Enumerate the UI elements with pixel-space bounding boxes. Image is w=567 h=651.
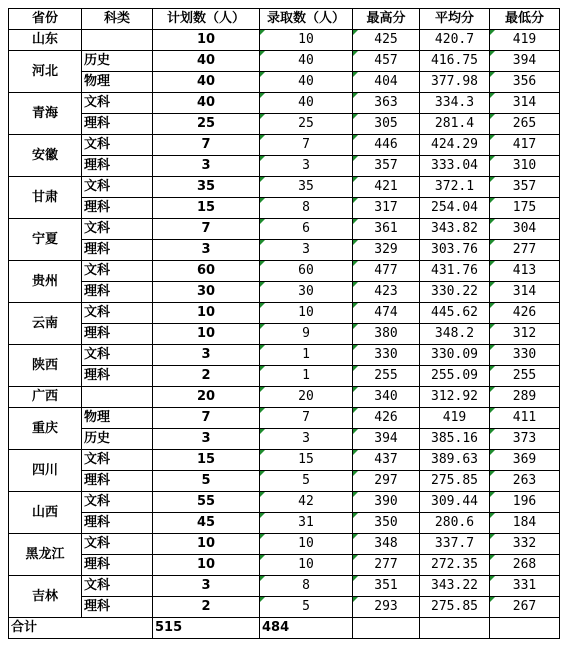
avg-score-cell: 255.09 [420,366,490,387]
admitted-count-cell: 60 [260,261,353,282]
subject-cell: 文科 [82,576,153,597]
table-row [9,72,560,93]
min-score-cell: 289 [490,387,560,408]
min-score-cell: 263 [490,471,560,492]
subject-cell: 文科 [82,93,153,114]
max-score-cell: 330 [353,345,420,366]
min-score-cell: 413 [490,261,560,282]
table-row [9,492,560,513]
max-score-cell: 425 [353,30,420,51]
avg-score-cell: 309.44 [420,492,490,513]
min-score-cell: 357 [490,177,560,198]
min-score-cell: 175 [490,198,560,219]
total-admitted: 484 [260,618,353,639]
avg-score-cell: 445.62 [420,303,490,324]
plan-count-cell: 10 [153,534,260,555]
admitted-count-cell: 10 [260,303,353,324]
max-score-cell: 457 [353,51,420,72]
plan-count-cell: 7 [153,135,260,156]
admitted-count-cell: 31 [260,513,353,534]
province-cell: 黑龙江 [9,534,82,576]
table-row [9,114,560,135]
table-row [9,387,560,408]
max-score-cell: 348 [353,534,420,555]
table-row [9,576,560,597]
table-row [9,156,560,177]
table-body [9,9,560,639]
avg-score-cell: 254.04 [420,198,490,219]
min-score-cell: 411 [490,408,560,429]
max-score-cell: 361 [353,219,420,240]
admitted-count-cell: 10 [260,30,353,51]
plan-count-cell: 40 [153,51,260,72]
admitted-count-cell: 1 [260,366,353,387]
min-score-cell: 373 [490,429,560,450]
total-row [9,618,560,639]
subject-cell: 文科 [82,135,153,156]
subject-cell: 文科 [82,177,153,198]
subject-cell: 理科 [82,555,153,576]
province-cell: 吉林 [9,576,82,618]
min-score-cell: 394 [490,51,560,72]
plan-count-cell: 40 [153,93,260,114]
min-score-cell: 184 [490,513,560,534]
avg-score-cell: 303.76 [420,240,490,261]
avg-score-cell: 420.7 [420,30,490,51]
table-row [9,597,560,618]
subject-cell [82,30,153,51]
admitted-count-cell: 9 [260,324,353,345]
plan-count-cell: 3 [153,345,260,366]
max-score-cell: 350 [353,513,420,534]
admission-score-table [8,8,560,639]
max-score-cell: 404 [353,72,420,93]
province-cell: 广西 [9,387,82,408]
admitted-count-cell: 5 [260,471,353,492]
admitted-count-cell: 40 [260,51,353,72]
avg-score-cell: 333.04 [420,156,490,177]
min-score-cell: 267 [490,597,560,618]
admitted-count-cell: 7 [260,408,353,429]
max-score-cell: 317 [353,198,420,219]
table-row [9,303,560,324]
total-label: 合计 [9,618,153,639]
plan-count-cell: 10 [153,30,260,51]
header-admitted: 录取数（人） [260,9,353,30]
min-score-cell: 426 [490,303,560,324]
avg-score-cell: 330.22 [420,282,490,303]
subject-cell: 理科 [82,156,153,177]
plan-count-cell: 40 [153,72,260,93]
avg-score-cell: 419 [420,408,490,429]
min-score-cell: 356 [490,72,560,93]
min-score-cell: 369 [490,450,560,471]
table-row [9,198,560,219]
subject-cell: 历史 [82,429,153,450]
max-score-cell: 437 [353,450,420,471]
admitted-count-cell: 42 [260,492,353,513]
header-subject: 科类 [82,9,153,30]
min-score-cell: 417 [490,135,560,156]
subject-cell: 理科 [82,471,153,492]
plan-count-cell: 10 [153,303,260,324]
subject-cell: 理科 [82,282,153,303]
admitted-count-cell: 15 [260,450,353,471]
province-cell: 重庆 [9,408,82,450]
subject-cell: 理科 [82,240,153,261]
province-cell: 山东 [9,30,82,51]
max-score-cell: 297 [353,471,420,492]
avg-score-cell: 272.35 [420,555,490,576]
avg-score-cell: 377.98 [420,72,490,93]
subject-cell: 文科 [82,219,153,240]
max-score-cell: 329 [353,240,420,261]
min-score-cell: 330 [490,345,560,366]
min-score-cell: 419 [490,30,560,51]
plan-count-cell: 35 [153,177,260,198]
avg-score-cell: 424.29 [420,135,490,156]
table-row [9,93,560,114]
plan-count-cell: 3 [153,429,260,450]
province-cell: 四川 [9,450,82,492]
admitted-count-cell: 30 [260,282,353,303]
min-score-cell: 314 [490,93,560,114]
header-row [9,9,560,30]
avg-score-cell: 416.75 [420,51,490,72]
max-score-cell: 363 [353,93,420,114]
table-row [9,366,560,387]
table-row [9,177,560,198]
avg-score-cell: 334.3 [420,93,490,114]
admitted-count-cell: 5 [260,597,353,618]
max-score-cell: 357 [353,156,420,177]
subject-cell: 理科 [82,597,153,618]
admitted-count-cell: 7 [260,135,353,156]
table-row [9,30,560,51]
subject-cell: 文科 [82,492,153,513]
max-score-cell: 255 [353,366,420,387]
avg-score-cell: 389.63 [420,450,490,471]
plan-count-cell: 20 [153,387,260,408]
table-row [9,471,560,492]
admitted-count-cell: 35 [260,177,353,198]
subject-cell: 理科 [82,513,153,534]
min-score-cell: 312 [490,324,560,345]
table-row [9,282,560,303]
avg-score-cell: 343.82 [420,219,490,240]
province-cell: 安徽 [9,135,82,177]
province-cell: 宁夏 [9,219,82,261]
max-score-cell: 446 [353,135,420,156]
subject-cell: 文科 [82,534,153,555]
province-cell: 河北 [9,51,82,93]
total-empty-max [353,618,420,639]
subject-cell: 历史 [82,51,153,72]
province-cell: 云南 [9,303,82,345]
subject-cell: 文科 [82,303,153,324]
min-score-cell: 331 [490,576,560,597]
header-plan: 计划数（人） [153,9,260,30]
province-cell: 青海 [9,93,82,135]
table-row [9,135,560,156]
plan-count-cell: 3 [153,240,260,261]
province-cell: 甘肃 [9,177,82,219]
province-cell: 陕西 [9,345,82,387]
table-row [9,534,560,555]
header-max-score: 最高分 [353,9,420,30]
avg-score-cell: 275.85 [420,597,490,618]
max-score-cell: 421 [353,177,420,198]
plan-count-cell: 45 [153,513,260,534]
province-cell: 山西 [9,492,82,534]
admitted-count-cell: 3 [260,429,353,450]
min-score-cell: 277 [490,240,560,261]
max-score-cell: 340 [353,387,420,408]
subject-cell: 理科 [82,324,153,345]
plan-count-cell: 3 [153,156,260,177]
plan-count-cell: 15 [153,198,260,219]
admitted-count-cell: 1 [260,345,353,366]
table-row [9,240,560,261]
admitted-count-cell: 3 [260,156,353,177]
min-score-cell: 255 [490,366,560,387]
plan-count-cell: 15 [153,450,260,471]
subject-cell [82,387,153,408]
header-min-score: 最低分 [490,9,560,30]
min-score-cell: 332 [490,534,560,555]
plan-count-cell: 10 [153,555,260,576]
plan-count-cell: 5 [153,471,260,492]
max-score-cell: 351 [353,576,420,597]
avg-score-cell: 431.76 [420,261,490,282]
subject-cell: 文科 [82,261,153,282]
max-score-cell: 394 [353,429,420,450]
table-row [9,345,560,366]
max-score-cell: 277 [353,555,420,576]
max-score-cell: 293 [353,597,420,618]
header-province: 省份 [9,9,82,30]
avg-score-cell: 330.09 [420,345,490,366]
subject-cell: 物理 [82,72,153,93]
admitted-count-cell: 40 [260,93,353,114]
avg-score-cell: 385.16 [420,429,490,450]
admitted-count-cell: 25 [260,114,353,135]
plan-count-cell: 30 [153,282,260,303]
table-row [9,450,560,471]
province-cell: 贵州 [9,261,82,303]
subject-cell: 理科 [82,366,153,387]
max-score-cell: 390 [353,492,420,513]
avg-score-cell: 372.1 [420,177,490,198]
plan-count-cell: 2 [153,366,260,387]
table-row [9,429,560,450]
admitted-count-cell: 20 [260,387,353,408]
subject-cell: 理科 [82,114,153,135]
admitted-count-cell: 6 [260,219,353,240]
table-row [9,219,560,240]
subject-cell: 文科 [82,450,153,471]
avg-score-cell: 312.92 [420,387,490,408]
plan-count-cell: 3 [153,576,260,597]
table-row [9,51,560,72]
table-row [9,408,560,429]
min-score-cell: 310 [490,156,560,177]
subject-cell: 理科 [82,198,153,219]
admitted-count-cell: 10 [260,534,353,555]
plan-count-cell: 25 [153,114,260,135]
min-score-cell: 196 [490,492,560,513]
admitted-count-cell: 3 [260,240,353,261]
admitted-count-cell: 8 [260,576,353,597]
avg-score-cell: 337.7 [420,534,490,555]
plan-count-cell: 60 [153,261,260,282]
avg-score-cell: 280.6 [420,513,490,534]
max-score-cell: 305 [353,114,420,135]
total-plan: 515 [153,618,260,639]
max-score-cell: 474 [353,303,420,324]
subject-cell: 文科 [82,345,153,366]
avg-score-cell: 275.85 [420,471,490,492]
table-row [9,324,560,345]
avg-score-cell: 343.22 [420,576,490,597]
plan-count-cell: 7 [153,219,260,240]
table-row [9,261,560,282]
avg-score-cell: 348.2 [420,324,490,345]
min-score-cell: 265 [490,114,560,135]
avg-score-cell: 281.4 [420,114,490,135]
plan-count-cell: 2 [153,597,260,618]
min-score-cell: 314 [490,282,560,303]
plan-count-cell: 7 [153,408,260,429]
admitted-count-cell: 40 [260,72,353,93]
max-score-cell: 423 [353,282,420,303]
admitted-count-cell: 8 [260,198,353,219]
max-score-cell: 380 [353,324,420,345]
max-score-cell: 426 [353,408,420,429]
max-score-cell: 477 [353,261,420,282]
subject-cell: 物理 [82,408,153,429]
table-row [9,513,560,534]
total-empty-avg [420,618,490,639]
min-score-cell: 304 [490,219,560,240]
admitted-count-cell: 10 [260,555,353,576]
header-avg-score: 平均分 [420,9,490,30]
table-row [9,555,560,576]
min-score-cell: 268 [490,555,560,576]
plan-count-cell: 55 [153,492,260,513]
total-empty-min [490,618,560,639]
plan-count-cell: 10 [153,324,260,345]
